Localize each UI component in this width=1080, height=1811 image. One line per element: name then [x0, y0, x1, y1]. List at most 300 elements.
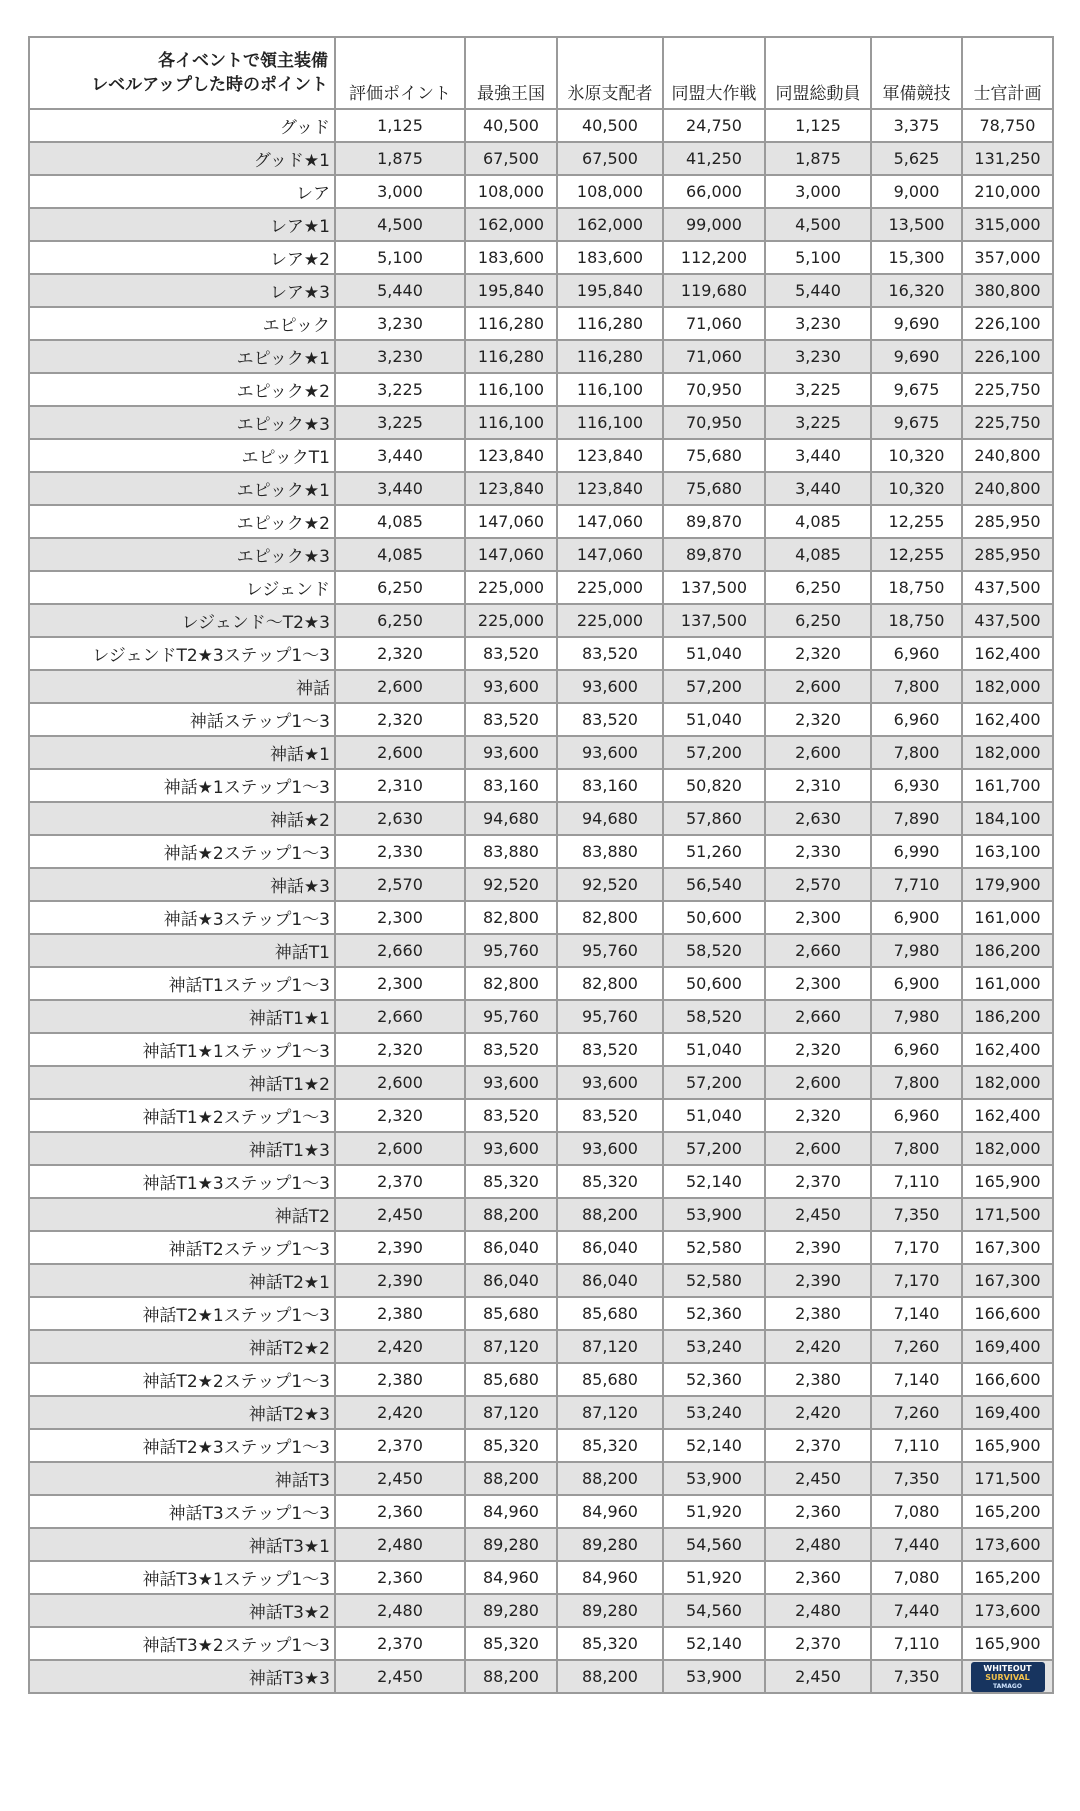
table-cell: 51,040: [663, 1099, 765, 1132]
row-label: 神話T3ステップ1〜3: [29, 1495, 335, 1528]
table-cell: 52,580: [663, 1264, 765, 1297]
table-cell: 183,600: [557, 241, 663, 274]
table-cell: 2,300: [335, 967, 465, 1000]
table-cell: 285,950: [962, 505, 1053, 538]
table-cell: 2,450: [335, 1660, 465, 1693]
table-cell: 167,300: [962, 1264, 1053, 1297]
table-row: [29, 307, 1053, 340]
table-cell: 7,260: [871, 1396, 962, 1429]
table-cell: 173,600: [962, 1528, 1053, 1561]
table-cell: 57,200: [663, 1132, 765, 1165]
table-cell: 2,370: [335, 1165, 465, 1198]
table-cell: 4,500: [765, 208, 871, 241]
table-cell: 7,110: [871, 1429, 962, 1462]
table-cell: 7,140: [871, 1297, 962, 1330]
table-cell: 2,300: [765, 901, 871, 934]
table-cell: 3,000: [765, 175, 871, 208]
table-cell: 6,250: [335, 571, 465, 604]
table-cell: 7,080: [871, 1561, 962, 1594]
table-cell: 86,040: [557, 1264, 663, 1297]
table-cell: 7,350: [871, 1660, 962, 1693]
table-cell: 83,520: [557, 703, 663, 736]
table-cell: 84,960: [557, 1561, 663, 1594]
table-cell: 2,480: [335, 1528, 465, 1561]
row-label: 神話T1★2ステップ1〜3: [29, 1099, 335, 1132]
table-cell: 41,250: [663, 142, 765, 175]
table-cell: 84,960: [557, 1495, 663, 1528]
table-cell: 161,000: [962, 901, 1053, 934]
table-row: [29, 571, 1053, 604]
table-cell: 93,600: [557, 670, 663, 703]
table-cell: 147,060: [557, 538, 663, 571]
table-cell: 82,800: [557, 901, 663, 934]
table-cell: 163,100: [962, 835, 1053, 868]
row-label: 神話★1: [29, 736, 335, 769]
table-cell: 2,420: [335, 1396, 465, 1429]
table-row: [29, 406, 1053, 439]
table-cell: 2,390: [335, 1264, 465, 1297]
table-cell: 93,600: [557, 1066, 663, 1099]
table-cell: 2,600: [335, 736, 465, 769]
table-cell: 2,480: [335, 1594, 465, 1627]
logo-line2: SURVIVAL: [985, 1672, 1030, 1682]
table-row: [29, 109, 1053, 142]
row-label: 神話T2★3: [29, 1396, 335, 1429]
table-row: [29, 703, 1053, 736]
table-cell: 9,000: [871, 175, 962, 208]
table-cell: 88,200: [465, 1198, 557, 1231]
table-cell: 52,360: [663, 1363, 765, 1396]
table-row: [29, 1462, 1053, 1495]
table-cell: 88,200: [557, 1198, 663, 1231]
table-row: [29, 670, 1053, 703]
row-label: 神話T2: [29, 1198, 335, 1231]
table-cell: 3,225: [335, 406, 465, 439]
row-label: 神話T3★2: [29, 1594, 335, 1627]
table-cell: 53,900: [663, 1660, 765, 1693]
table-cell: 380,800: [962, 274, 1053, 307]
table-row: [29, 472, 1053, 505]
row-label: 神話T3★1: [29, 1528, 335, 1561]
table-cell: 2,320: [765, 1099, 871, 1132]
table-cell: 1,875: [335, 142, 465, 175]
table-cell: 183,600: [465, 241, 557, 274]
table-cell: 2,600: [765, 1132, 871, 1165]
table-corner-header: [29, 37, 335, 109]
table-row: [29, 241, 1053, 274]
whiteout-survival-logo: [971, 1662, 1045, 1692]
table-cell: 116,100: [465, 406, 557, 439]
row-label: 神話T1★2: [29, 1066, 335, 1099]
table-cell: 2,300: [335, 901, 465, 934]
table-cell: 75,680: [663, 472, 765, 505]
table-cell: 57,200: [663, 736, 765, 769]
table-row: [29, 1495, 1053, 1528]
row-label: グッド★1: [29, 142, 335, 175]
logo-line3: TAMAGO: [993, 1682, 1022, 1690]
table-cell: 2,330: [335, 835, 465, 868]
column-header-officer-project: 士官計画: [962, 37, 1053, 109]
table-cell: 52,360: [663, 1297, 765, 1330]
table-cell: 54,560: [663, 1528, 765, 1561]
table-cell: 51,040: [663, 637, 765, 670]
table-cell: 2,630: [765, 802, 871, 835]
table-cell: 51,920: [663, 1495, 765, 1528]
row-label: 神話T1ステップ1〜3: [29, 967, 335, 1000]
table-cell: 2,390: [765, 1231, 871, 1264]
table-cell: 7,170: [871, 1264, 962, 1297]
table-cell: 92,520: [465, 868, 557, 901]
table-cell: 83,520: [465, 637, 557, 670]
table-cell: 83,880: [557, 835, 663, 868]
table-cell: 6,990: [871, 835, 962, 868]
table-cell: 40,500: [465, 109, 557, 142]
table-cell: 66,000: [663, 175, 765, 208]
table-cell: 95,760: [557, 934, 663, 967]
row-label: 神話T1★1ステップ1〜3: [29, 1033, 335, 1066]
table-cell: 2,380: [335, 1363, 465, 1396]
row-label: エピック★3: [29, 538, 335, 571]
table-cell: 165,200: [962, 1495, 1053, 1528]
table-cell: 10,320: [871, 472, 962, 505]
table-cell: 165,900: [962, 1165, 1053, 1198]
table-cell: 2,320: [765, 637, 871, 670]
table-row: [29, 604, 1053, 637]
table-cell: 226,100: [962, 340, 1053, 373]
row-label: レア★3: [29, 274, 335, 307]
table-row: [29, 1033, 1053, 1066]
table-cell: 51,260: [663, 835, 765, 868]
logo-line1: WHITEOUT: [983, 1663, 1032, 1673]
table-cell: 3,440: [765, 472, 871, 505]
table-cell: 4,085: [765, 505, 871, 538]
table-cell: 162,400: [962, 637, 1053, 670]
table-cell: 195,840: [557, 274, 663, 307]
table-row: [29, 1561, 1053, 1594]
table-cell: 16,320: [871, 274, 962, 307]
row-label: 神話★2ステップ1〜3: [29, 835, 335, 868]
table-cell: 85,680: [465, 1363, 557, 1396]
table-row: [29, 175, 1053, 208]
table-row: [29, 142, 1053, 175]
table-cell: 116,100: [465, 373, 557, 406]
table-cell: 225,000: [465, 604, 557, 637]
table-cell: 7,110: [871, 1627, 962, 1660]
table-cell: 285,950: [962, 538, 1053, 571]
table-cell: 71,060: [663, 340, 765, 373]
table-cell: 1,125: [335, 109, 465, 142]
table-cell: 3,230: [765, 340, 871, 373]
table-cell: 50,600: [663, 901, 765, 934]
table-cell: 2,450: [765, 1462, 871, 1495]
table-cell: 6,250: [765, 571, 871, 604]
table-cell: 2,600: [335, 670, 465, 703]
row-label: エピック: [29, 307, 335, 340]
table-cell: 86,040: [557, 1231, 663, 1264]
table-cell: 165,200: [962, 1561, 1053, 1594]
table-cell: 240,800: [962, 472, 1053, 505]
table-cell: 10,320: [871, 439, 962, 472]
table-cell: 2,370: [335, 1429, 465, 1462]
table-cell: 85,680: [465, 1297, 557, 1330]
table-row: [29, 274, 1053, 307]
table-cell: 57,200: [663, 1066, 765, 1099]
table-cell: 50,600: [663, 967, 765, 1000]
table-cell: 5,625: [871, 142, 962, 175]
table-cell: 86,040: [465, 1231, 557, 1264]
row-label: レジェンド〜T2★3: [29, 604, 335, 637]
table-cell: 2,660: [335, 1000, 465, 1033]
table-cell: 108,000: [465, 175, 557, 208]
table-cell: 6,960: [871, 1099, 962, 1132]
table-cell: 53,900: [663, 1462, 765, 1495]
table-cell: 165,900: [962, 1627, 1053, 1660]
table-cell: 9,690: [871, 307, 962, 340]
table-cell: 2,450: [335, 1462, 465, 1495]
table-cell: 116,280: [557, 340, 663, 373]
table-cell: 7,170: [871, 1231, 962, 1264]
table-cell: 2,320: [335, 703, 465, 736]
table-cell: 2,320: [335, 1099, 465, 1132]
table-cell: 5,100: [765, 241, 871, 274]
row-label: 神話T1★3ステップ1〜3: [29, 1165, 335, 1198]
table-cell: 2,450: [765, 1660, 871, 1693]
table-row: [29, 1363, 1053, 1396]
column-header-rating-points: 評価ポイント: [335, 37, 465, 109]
table-cell: 99,000: [663, 208, 765, 241]
row-label: レア★1: [29, 208, 335, 241]
table-row: [29, 1000, 1053, 1033]
table-cell: 5,440: [335, 274, 465, 307]
table-cell: 88,200: [557, 1660, 663, 1693]
table-cell: 2,480: [765, 1528, 871, 1561]
table-row: [29, 769, 1053, 802]
table-cell: 4,085: [335, 538, 465, 571]
table-cell: 161,700: [962, 769, 1053, 802]
table-cell: 53,240: [663, 1330, 765, 1363]
table-row: [29, 1594, 1053, 1627]
row-label: 神話T2★1: [29, 1264, 335, 1297]
table-cell: 89,280: [557, 1594, 663, 1627]
table-cell: 2,380: [765, 1297, 871, 1330]
table-cell: 7,800: [871, 1066, 962, 1099]
table-cell: 4,085: [765, 538, 871, 571]
table-cell: 52,140: [663, 1429, 765, 1462]
row-label: 神話T3: [29, 1462, 335, 1495]
table-cell: 18,750: [871, 604, 962, 637]
table-cell: 85,320: [557, 1429, 663, 1462]
table-cell: 3,225: [765, 406, 871, 439]
row-label: 神話T1★3: [29, 1132, 335, 1165]
table-cell: 123,840: [557, 472, 663, 505]
table-cell: 83,520: [465, 1033, 557, 1066]
table-cell: 13,500: [871, 208, 962, 241]
row-label: 神話T2ステップ1〜3: [29, 1231, 335, 1264]
table-cell: 119,680: [663, 274, 765, 307]
table-cell: 162,000: [557, 208, 663, 241]
table-cell: 78,750: [962, 109, 1053, 142]
table-cell: 88,200: [465, 1462, 557, 1495]
table-cell: 89,870: [663, 538, 765, 571]
table-cell: 88,200: [465, 1660, 557, 1693]
row-label: 神話★2: [29, 802, 335, 835]
table-cell: 3,230: [765, 307, 871, 340]
table-cell: 85,320: [465, 1165, 557, 1198]
column-header-alliance-operation: 同盟大作戦: [663, 37, 765, 109]
table-row: [29, 439, 1053, 472]
row-label: レア★2: [29, 241, 335, 274]
table-cell: 3,375: [871, 109, 962, 142]
table-cell: 7,440: [871, 1594, 962, 1627]
table-cell: 137,500: [663, 571, 765, 604]
points-table: [28, 36, 1054, 1694]
table-cell: 2,420: [765, 1330, 871, 1363]
table-cell: 225,000: [465, 571, 557, 604]
table-cell: 2,390: [765, 1264, 871, 1297]
table-cell: 2,600: [765, 670, 871, 703]
table-cell: 92,520: [557, 868, 663, 901]
table-cell: 7,080: [871, 1495, 962, 1528]
table-cell: 53,900: [663, 1198, 765, 1231]
table-row: [29, 1330, 1053, 1363]
table-cell: 87,120: [465, 1330, 557, 1363]
table-cell: 6,250: [335, 604, 465, 637]
row-label: 神話T2★2ステップ1〜3: [29, 1363, 335, 1396]
table-row: [29, 1660, 1053, 1693]
table-cell: 24,750: [663, 109, 765, 142]
table-row: [29, 835, 1053, 868]
row-label: 神話T2★1ステップ1〜3: [29, 1297, 335, 1330]
table-cell: 169,400: [962, 1330, 1053, 1363]
table-cell: 2,330: [765, 835, 871, 868]
table-cell: 2,370: [765, 1165, 871, 1198]
table-cell: 3,440: [765, 439, 871, 472]
column-header-armament-competition: 軍備競技: [871, 37, 962, 109]
row-label: レジェンドT2★3ステップ1〜3: [29, 637, 335, 670]
table-cell: 52,140: [663, 1165, 765, 1198]
table-cell: 57,200: [663, 670, 765, 703]
table-cell: 87,120: [557, 1330, 663, 1363]
table-cell: 182,000: [962, 670, 1053, 703]
table-cell: 2,600: [335, 1066, 465, 1099]
table-row: [29, 1165, 1053, 1198]
row-label: 神話T3★1ステップ1〜3: [29, 1561, 335, 1594]
table-cell: 437,500: [962, 604, 1053, 637]
table-cell: 184,100: [962, 802, 1053, 835]
table-cell: 7,350: [871, 1198, 962, 1231]
table-row: [29, 1099, 1053, 1132]
table-cell: 162,400: [962, 703, 1053, 736]
table-cell: 3,230: [335, 340, 465, 373]
table-row: [29, 802, 1053, 835]
table-cell: 166,600: [962, 1297, 1053, 1330]
table-row: [29, 868, 1053, 901]
table-cell: 70,950: [663, 373, 765, 406]
table-cell: 6,250: [765, 604, 871, 637]
row-label: エピック★1: [29, 340, 335, 373]
row-label: グッド: [29, 109, 335, 142]
table-cell: 179,900: [962, 868, 1053, 901]
table-row: [29, 373, 1053, 406]
table-cell: 2,310: [335, 769, 465, 802]
table-cell: 147,060: [557, 505, 663, 538]
table-row: [29, 967, 1053, 1000]
table-cell: 2,360: [335, 1495, 465, 1528]
table-cell: 89,280: [557, 1528, 663, 1561]
table-cell: 116,100: [557, 406, 663, 439]
table-cell: 2,390: [335, 1231, 465, 1264]
table-cell: 2,300: [765, 967, 871, 1000]
table-cell: 108,000: [557, 175, 663, 208]
table-cell: 2,480: [765, 1594, 871, 1627]
table-cell: 88,200: [557, 1462, 663, 1495]
table-cell: 2,600: [765, 1066, 871, 1099]
row-label: 神話T1: [29, 934, 335, 967]
table-cell: 9,675: [871, 373, 962, 406]
table-cell: 2,660: [765, 1000, 871, 1033]
table-row: [29, 736, 1053, 769]
table-cell: 123,840: [557, 439, 663, 472]
table-cell: 2,380: [335, 1297, 465, 1330]
row-label: 神話★3ステップ1〜3: [29, 901, 335, 934]
row-label: エピック★1: [29, 472, 335, 505]
table-row: [29, 1528, 1053, 1561]
table-cell: 2,320: [335, 1033, 465, 1066]
table-cell: 3,440: [335, 439, 465, 472]
table-cell: 2,370: [335, 1627, 465, 1660]
table-row: [29, 538, 1053, 571]
row-label: 神話T3★3: [29, 1660, 335, 1693]
table-cell: 3,225: [765, 373, 871, 406]
table-row: [29, 1231, 1053, 1264]
table-cell: 6,900: [871, 901, 962, 934]
table-cell: 4,500: [335, 208, 465, 241]
table-cell: 169,400: [962, 1396, 1053, 1429]
table-cell: 85,320: [557, 1627, 663, 1660]
table-cell: 56,540: [663, 868, 765, 901]
table-cell: 18,750: [871, 571, 962, 604]
table-cell: 6,900: [871, 967, 962, 1000]
row-label: エピック★2: [29, 505, 335, 538]
table-header-row: [29, 37, 1053, 109]
table-cell: 6,960: [871, 703, 962, 736]
table-cell: 116,100: [557, 373, 663, 406]
points-table-sheet: [28, 36, 1052, 1694]
table-cell: 210,000: [962, 175, 1053, 208]
table-cell: 240,800: [962, 439, 1053, 472]
table-cell: 2,360: [765, 1561, 871, 1594]
row-label: 神話T3★2ステップ1〜3: [29, 1627, 335, 1660]
row-label: 神話T2★3ステップ1〜3: [29, 1429, 335, 1462]
table-cell: 182,000: [962, 1132, 1053, 1165]
table-cell: 84,960: [465, 1561, 557, 1594]
row-label: 神話T1★1: [29, 1000, 335, 1033]
table-cell: 86,040: [465, 1264, 557, 1297]
table-cell: 85,680: [557, 1363, 663, 1396]
table-cell: 171,500: [962, 1198, 1053, 1231]
table-cell: 85,320: [465, 1429, 557, 1462]
table-cell: 7,350: [871, 1462, 962, 1495]
table-cell: 4,085: [335, 505, 465, 538]
table-cell: 7,800: [871, 736, 962, 769]
table-row: [29, 505, 1053, 538]
table-cell: 50,820: [663, 769, 765, 802]
table-cell: 15,300: [871, 241, 962, 274]
table-cell: 2,600: [765, 736, 871, 769]
table-cell: 7,800: [871, 1132, 962, 1165]
corner-header-line2: レベルアップした時のポイント: [91, 75, 328, 95]
table-cell: 83,520: [465, 703, 557, 736]
